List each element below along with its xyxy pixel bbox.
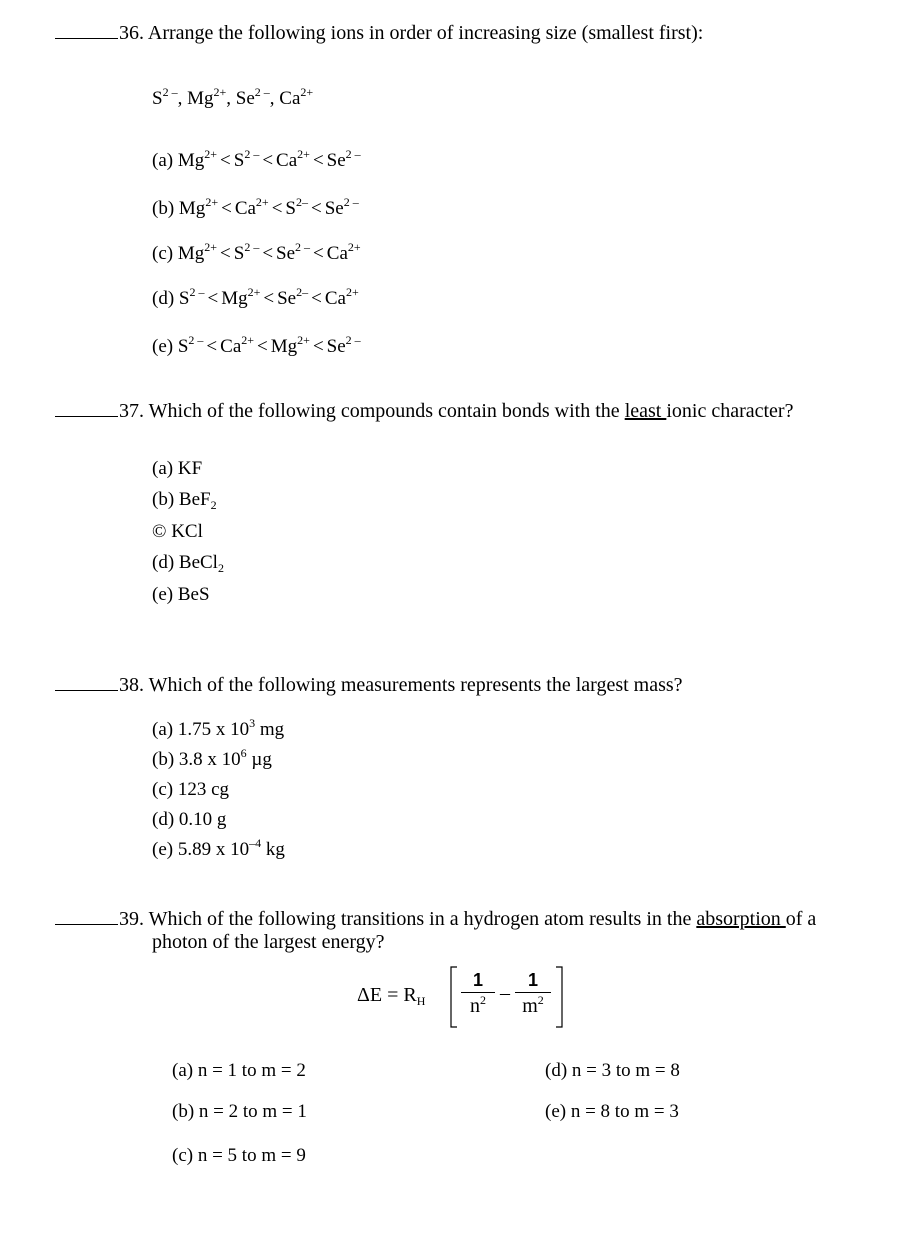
answer-option-39-d[interactable] bbox=[545, 1060, 680, 1082]
answer-option-36-d[interactable] bbox=[152, 285, 359, 310]
option-label: (a) bbox=[172, 1060, 194, 1081]
transition-text: n = 3 to m = 8 bbox=[571, 1060, 680, 1081]
option-label: (c) bbox=[172, 1145, 194, 1166]
answer-option-36-a[interactable] bbox=[152, 147, 361, 172]
option-label: (a) bbox=[152, 458, 174, 479]
ion: $Mg^{2+}$ bbox=[178, 195, 219, 219]
ion: $Mg^{2+}$ bbox=[177, 147, 218, 171]
answer-option-37-d[interactable] bbox=[152, 552, 224, 574]
less-than-sign: < bbox=[311, 198, 322, 219]
ion: $Se^{2 -}$ bbox=[276, 240, 311, 264]
option-label: (c) bbox=[152, 243, 174, 264]
option-label: (d) bbox=[152, 552, 175, 573]
answer-option-36-e[interactable] bbox=[152, 333, 361, 358]
ion: $Se^{2 -}$ bbox=[235, 85, 270, 109]
answer-blank-36[interactable] bbox=[55, 22, 118, 39]
ion: $S^{2 -}$ bbox=[152, 85, 178, 109]
less-than-sign: < bbox=[312, 336, 324, 357]
chemical-formula: BeCl$_2$ bbox=[178, 552, 224, 575]
measurement-value: 0.10 g bbox=[178, 809, 227, 830]
ion: $Ca^{2+}$ bbox=[279, 85, 314, 109]
transition-text: n = 2 to m = 1 bbox=[198, 1101, 307, 1122]
measurement-value: 123 cg bbox=[177, 779, 230, 800]
ion: $Se^{2 -}$ bbox=[326, 333, 361, 357]
answer-option-39-e[interactable] bbox=[545, 1101, 679, 1123]
question-number: 39. bbox=[119, 908, 144, 930]
ion: $Ca^{2+}$ bbox=[276, 147, 310, 171]
numerator: 1 bbox=[461, 968, 495, 993]
answer-blank-39[interactable] bbox=[55, 908, 118, 925]
answer-option-39-b[interactable] bbox=[172, 1101, 307, 1123]
answer-option-37-a[interactable] bbox=[152, 458, 202, 480]
answer-option-36-c[interactable] bbox=[152, 240, 361, 265]
chemical-formula: KF bbox=[177, 458, 203, 479]
option-label: (b) bbox=[152, 749, 175, 770]
measurement-value: 3.8 x $10^6$ µg bbox=[178, 746, 272, 770]
option-label: (c) bbox=[152, 779, 174, 800]
option-label: (d) bbox=[152, 288, 175, 309]
transition-text: n = 1 to m = 2 bbox=[197, 1060, 306, 1081]
option-label: (b) bbox=[152, 489, 175, 510]
answer-option-38-a[interactable] bbox=[152, 716, 285, 741]
ion: $S^{2 -}$ bbox=[233, 240, 260, 264]
fraction-1-over-n-squared bbox=[461, 968, 495, 1019]
question-number: 37. bbox=[119, 400, 144, 422]
option-label: (b) bbox=[172, 1101, 195, 1122]
option-label: (e) bbox=[152, 584, 174, 605]
answer-option-38-d[interactable] bbox=[152, 809, 226, 831]
denominator: $n^2$ bbox=[470, 993, 486, 1017]
chemical-formula: KCl bbox=[171, 521, 203, 542]
answer-blank-38[interactable] bbox=[55, 674, 118, 691]
ion: $S^{2 -}$ bbox=[177, 333, 204, 357]
ion: $Ca^{2+}$ bbox=[324, 285, 359, 309]
option-label: (e) bbox=[152, 839, 174, 860]
ion: $Mg^{2+}$ bbox=[177, 240, 218, 264]
answer-option-38-e[interactable] bbox=[152, 836, 285, 861]
ion: $Mg^{2+}$ bbox=[270, 333, 310, 357]
question-text: Which of the following transitions in a hydrogen atom results in the absorption of a bbox=[148, 908, 817, 930]
ion: $Se^{2-}$ bbox=[277, 285, 309, 309]
ion: $Mg^{2+}$ bbox=[221, 285, 261, 309]
answer-option-37-c[interactable] bbox=[152, 521, 203, 543]
question-text: Which of the following compounds contain bonds with the least ionic character? bbox=[148, 400, 794, 422]
answer-option-37-b[interactable] bbox=[152, 489, 217, 511]
measurement-value: 5.89 x $10^{-4}$ kg bbox=[177, 836, 285, 860]
less-than-sign: < bbox=[220, 243, 231, 264]
less-than-sign: < bbox=[220, 150, 231, 171]
less-than-sign: < bbox=[206, 336, 218, 357]
answer-option-38-b[interactable] bbox=[152, 746, 272, 771]
ion-list: $S^{2 -}$, $Mg^{2+}$, $Se^{2 -}$, $Ca^{2+}$ bbox=[152, 85, 314, 109]
question-36-stem bbox=[55, 22, 703, 44]
ion: $Ca^{2+}$ bbox=[220, 333, 255, 357]
ion: $S^{2 -}$ bbox=[233, 147, 260, 171]
option-label: (d) bbox=[545, 1060, 568, 1081]
underlined-emphasis: absorption bbox=[696, 908, 786, 930]
fraction-1-over-m-squared bbox=[515, 968, 551, 1019]
less-than-sign: < bbox=[257, 336, 268, 357]
answer-option-38-c[interactable] bbox=[152, 779, 229, 801]
less-than-sign: < bbox=[313, 243, 324, 264]
minus-sign: – bbox=[500, 982, 510, 1004]
less-than-sign: < bbox=[262, 150, 274, 171]
question-text: Arrange the following ions in order of increasing size (smallest first): bbox=[147, 22, 704, 44]
transition-text: n = 5 to m = 9 bbox=[197, 1145, 306, 1166]
denominator: $m^2$ bbox=[522, 993, 544, 1017]
underlined-emphasis: least bbox=[624, 400, 667, 422]
ion: $Se^{2 -}$ bbox=[326, 147, 361, 171]
ion: $Se^{2 -}$ bbox=[324, 195, 359, 219]
less-than-sign: < bbox=[311, 288, 322, 309]
transition-text: n = 8 to m = 3 bbox=[570, 1101, 679, 1122]
chemical-formula: BeS bbox=[177, 584, 210, 605]
ion: $S^{2 -}$ bbox=[178, 285, 205, 309]
chemical-formula: BeF$_2$ bbox=[178, 489, 217, 512]
answer-option-39-c[interactable] bbox=[172, 1145, 306, 1167]
question-number: 36. bbox=[119, 22, 144, 44]
question-38-stem bbox=[55, 674, 683, 696]
option-label: (e) bbox=[152, 336, 174, 357]
option-label: (a) bbox=[152, 719, 174, 740]
question-37-stem bbox=[55, 400, 793, 422]
option-label: (e) bbox=[545, 1101, 567, 1122]
ion: $Ca^{2+}$ bbox=[326, 240, 361, 264]
ion: $S^{2-}$ bbox=[285, 195, 308, 219]
right-bracket bbox=[555, 966, 563, 1028]
less-than-sign: < bbox=[262, 243, 274, 264]
question-39-stem bbox=[55, 908, 816, 930]
less-than-sign: < bbox=[271, 198, 283, 219]
answer-option-39-a[interactable] bbox=[172, 1060, 306, 1082]
option-label: © bbox=[152, 521, 167, 542]
numerator: 1 bbox=[515, 968, 551, 993]
option-label: (b) bbox=[152, 198, 175, 219]
less-than-sign: < bbox=[221, 198, 232, 219]
ion: $Mg^{2+}$ bbox=[187, 85, 227, 109]
answer-option-37-e[interactable] bbox=[152, 584, 210, 606]
ion: $Ca^{2+}$ bbox=[234, 195, 269, 219]
left-bracket bbox=[450, 966, 458, 1028]
question-39-stem-line2: photon of the largest energy? bbox=[152, 931, 385, 953]
answer-option-36-b[interactable] bbox=[152, 195, 359, 220]
equation-lhs: $\Delta E = R_H$ bbox=[357, 984, 426, 1008]
measurement-value: 1.75 x $10^3$ mg bbox=[177, 716, 285, 740]
option-label: (d) bbox=[152, 809, 175, 830]
question-text: Which of the following measurements represents the largest mass? bbox=[148, 674, 683, 696]
less-than-sign: < bbox=[207, 288, 219, 309]
less-than-sign: < bbox=[312, 150, 324, 171]
option-label: (a) bbox=[152, 150, 174, 171]
answer-blank-37[interactable] bbox=[55, 400, 118, 417]
less-than-sign: < bbox=[263, 288, 275, 309]
question-number: 38. bbox=[119, 674, 144, 696]
